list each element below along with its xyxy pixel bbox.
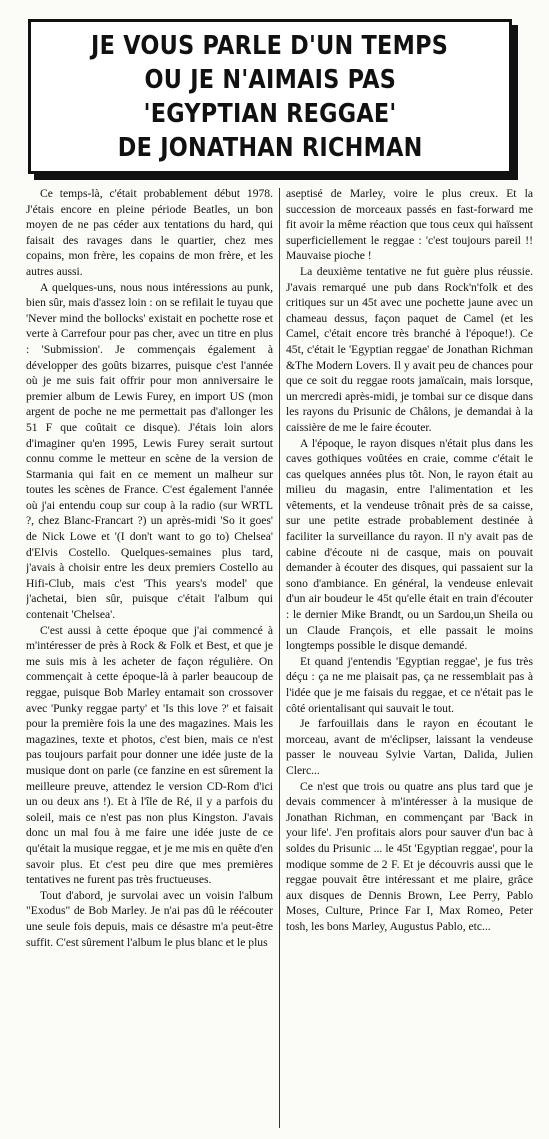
right-paragraph-3: A l'époque, le rayon disques n'était plus dans les caves gothiques voûtées en craie, comme c'était le cas quelques années plus tôt. Non, le rayon était au milieu du magasin, entre l'alimentation et les vêtements, et la vendeuse trônait près de sa caisse, sur une petite estrade probablement destinée à faciliter la surveillance du rayon. Il n'y avait pas de cabine d'écoute ni de casque, mais on pouvait demander à écouter des disques, qui passaient sur la sono d'ambiance. En général, la vendeuse enlevait d'un air boudeur le 45t qu'elle était en train d'écouter : le dernier Mike Brandt, ou un Sardou,un Sheila ou un Claude François, et elle passait le moins longtemps possible le disque demandé. xyxy=(286,436,533,653)
headline-line-3: 'EGYPTIAN REGGAE' xyxy=(143,98,397,129)
headline-box xyxy=(28,19,512,174)
left-column xyxy=(26,186,273,1131)
right-paragraph-1: aseptisé de Marley, voire le plus creux. Et la succession de morceaux passés en fast-forward me fit avoir la même réaction que tous ceux qui haïssent superficiellement le reggae : 'c'est toujours pareil !! Mauvaise pioche ! xyxy=(286,187,533,263)
left-paragraph-1: Ce temps-là, c'était probablement début 1978. J'étais encore en pleine période Beatles, un bon moyen de ne pas céder aux tentations du hard, qui faisait des ravages dans le quartier, chez mes copains, mon frère, les copains de mon frère, et les autres aussi. xyxy=(26,187,273,278)
right-paragraph-6: Ce n'est que trois ou quatre ans plus tard que je devais commencer à m'intéresser à la musique de Jonathan Richman, en commençant par 'Back in your life'. J'en profitais alors pour sauver d'un bac à soldes du Prisunic ... le 45t 'Egyptian reggae', pour la modique somme de 2 F. Et je découvris aussi que le reggae pouvait être intéressant et me plaire, grâce aux disques de Dennis Brown, Lee Perry, Pablo Moses, Culture, Prince Far I, Max Romeo, Peter tosh, les bons Marley, Augustus Pablo, etc... xyxy=(286,779,533,933)
headline-line-2: OU JE N'AIMAIS PAS xyxy=(144,64,396,95)
column-divider xyxy=(279,188,280,1128)
left-paragraph-2: A quelques-uns, nous nous intéressions au punk, bien sûr, mais d'assez loin : on se refilait le tuyau que 'Never mind the bollocks' existait en pochette rose et verte à Carrefour pour pas cher, avec un titre en plus : 'Submission'. Je commençais également à développer des goûts bizarres, puisque c'est l'année où je me suis fait offrir pour mon anniversaire le premier album de Lewis Furey, en import US (mon argent de poche ne me permettait pas d'allonger les 51 F que coûtait ce disque). J'étais loin alors d'imaginer qu'en 1995, Lewis Furey serait surtout connu comme le metteur en scène de la version de Starmania qui fait en ce mement un malheur sur toutes les scènes de France. C'est également l'année où j'ai entendu coup sur coup à la radio (sur WRTL ?, chez Blanc-Francart ?) un après-midi 'So it goes' de Nick Lowe et '(I don't want to go to) Chelsea' d'Elvis Costello. Quelques-semaines plus tard, j'avais à choisir entre les deux premiers Costello au Hifi-Club, mais c'est 'This years's model' que j'achetai, bien sûr, puisque c'était l'album qui contenait 'Chelsea'. xyxy=(26,280,273,622)
right-paragraph-5: Je farfouillais dans le rayon en écoutant le morceau, avant de m'éclipser, laissant la vendeuse passer le nouveau Sylvie Vartan, Dalida, Julien Clerc... xyxy=(286,717,533,777)
headline-line-4: DE JONATHAN RICHMAN xyxy=(117,132,423,163)
right-column xyxy=(286,186,533,1131)
left-paragraph-3: C'est aussi à cette époque que j'ai commencé à m'intéresser de près à Rock & Folk et Best, et que je me suis mis à les acheter de façon régulière. On commençait à cette époque-là à parler beaucoup de reggae, puisque Bob Marley entamait son crossover avec 'Punky reggae party' et 'Is this love ?' et faisait pour la première fois la une des magazines. Mais les magazines, texte et photos, c'est bien, mais ce n'est pas toujours parfait pour donner une idée juste de la musique dont on parle (ce fanzine en est sûrement la meilleure preuve, attendez le version CD-Rom d'ici un ou deux ans !). Et à l'île de Ré, il y a parfois du soleil, mais ce n'est pas non plus Kingston. J'avais donc un mal fou à me faire une idée juste de ce qu'était la musique reggae, et je me mis en quête d'en savoir plus. Et c'est peu dire que mes premières tentatives ne furent pas très fructueuses. xyxy=(26,623,273,887)
right-paragraph-2: La deuxième tentative ne fut guère plus réussie. J'avais remarqué une pub dans Rock'n'folk et des critiques sur un 45t avec une pochette jaune avec un chameau dessus, façon paquet de Camel (et les Camel, c'était encore très branché à l'époque!). Ce 45t, c'était le 'Egyptian reggae' de Jonathan Richman &The Modern Lovers. Il y avait peu de chances pour que ce soit du reggae roots jamaïcain, mais lorsque, un mercredi après-midi, je tombai sur ce disque dans les rayons du Prisunic de Châlons, je demandai à la caissière de me le faire écouter. xyxy=(286,264,533,434)
left-paragraph-4: Tout d'abord, je survolai avec un voisin l'album "Exodus" de Bob Marley. Je n'ai pas dû le réécouter une seule fois depuis, mais ce désastre m'a peut-être suffit. C'est sûrement l'album le plus blanc et le plus xyxy=(26,888,273,949)
headline-line-1: JE VOUS PARLE D'UN TEMPS xyxy=(91,30,449,61)
right-paragraph-4: Et quand j'entendis 'Egyptian reggae', je fus très déçu : ça ne me plaisait pas, ça ne ressemblait pas à l'idée que je me faisais du reggae, et ce n'était pas le côté orientalisant qui sauvait le tout. xyxy=(286,654,533,715)
